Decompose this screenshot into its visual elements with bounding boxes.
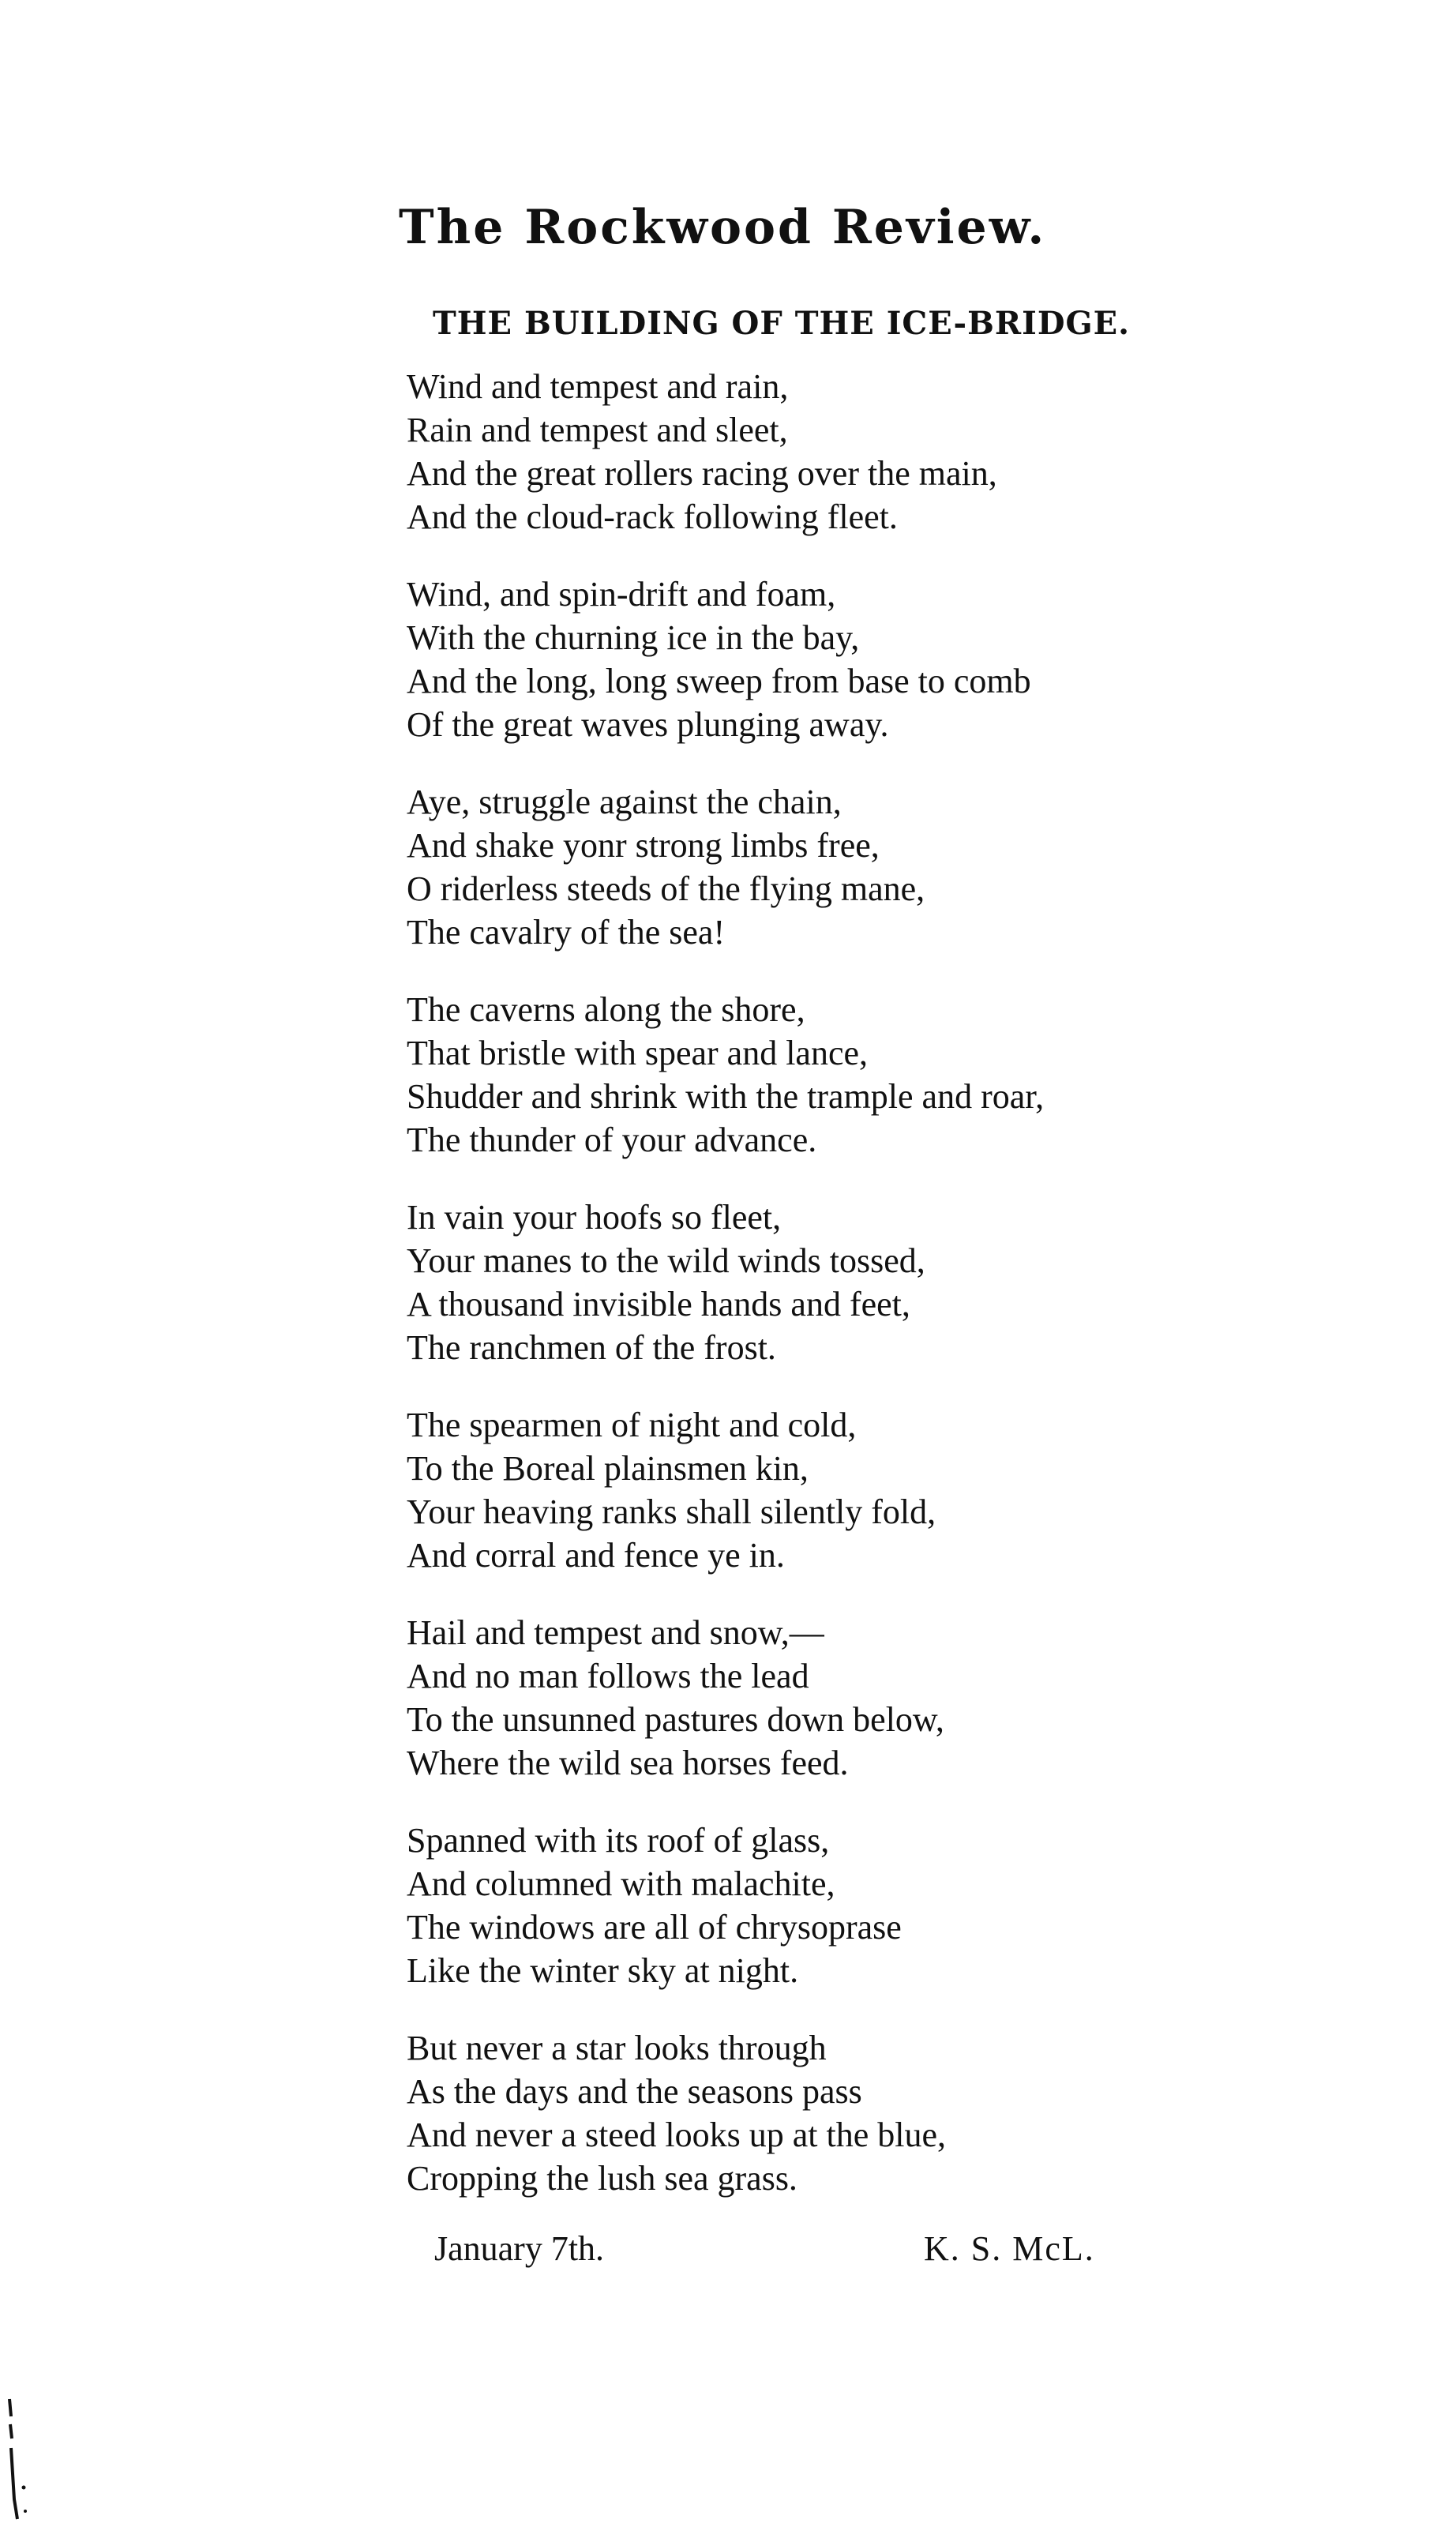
poem-line: Your heaving ranks shall silently fold, [407, 1492, 936, 1531]
poem-line: Wind, and spin-drift and foam, [407, 575, 836, 614]
stanza [407, 780, 1275, 954]
poem-line: Shudder and shrink with the trample and roar, [407, 1077, 1045, 1116]
poem-line: And the cloud-rack following fleet. [407, 497, 898, 536]
poem-line: The windows are all of chrysoprase [407, 1908, 902, 1947]
poem-line: Cropping the lush sea grass. [407, 2159, 797, 2198]
poem-line: Of the great waves plunging away. [407, 705, 889, 744]
poem-line: And the great rollers racing over the main, [407, 454, 997, 493]
stanza [407, 573, 1275, 746]
poem-line: In vain your hoofs so fleet, [407, 1198, 782, 1237]
masthead-title: The Rockwood Review. [399, 200, 1047, 255]
poem-line: Spanned with its roof of glass, [407, 1821, 830, 1860]
poem-body [407, 365, 1275, 2234]
poem-line: And the long, long sweep from base to comb [407, 662, 1031, 700]
poem-line: Like the winter sky at night. [407, 1951, 799, 1990]
scan-edge-mark [0, 2393, 32, 2523]
poem-line: That bristle with spear and lance, [407, 1034, 869, 1072]
poem-line: Rain and tempest and sleet, [407, 411, 788, 449]
poem-line: O riderless steeds of the flying mane, [407, 869, 925, 908]
poem-line: And never a steed looks up at the blue, [407, 2116, 947, 2154]
poem-line: And no man follows the lead [407, 1657, 809, 1695]
stanza [407, 1819, 1275, 1992]
stanza [407, 1611, 1275, 1785]
stanza [407, 365, 1275, 539]
poem-line: Wind and tempest and rain, [407, 367, 789, 406]
poem-line: And shake yonr strong limbs free, [407, 826, 880, 865]
poem-date: January 7th. [434, 2229, 605, 2268]
poem-line: The spearmen of night and cold, [407, 1406, 857, 1444]
poem-line: The cavalry of the sea! [407, 913, 726, 952]
poem-line: The ranchmen of the frost. [407, 1328, 776, 1367]
poem-line: But never a star looks through [407, 2029, 827, 2067]
poem-line: Hail and tempest and snow,— [407, 1613, 824, 1652]
stanza [407, 988, 1275, 1162]
poem-line: And corral and fence ye in. [407, 1536, 785, 1575]
poem-signature: K. S. McL. [924, 2229, 1095, 2268]
poem-line: The thunder of your advance. [407, 1121, 817, 1159]
poem-line: Where the wild sea horses feed. [407, 1744, 849, 1782]
poem-line: As the days and the seasons pass [407, 2072, 862, 2111]
stanza [407, 2026, 1275, 2200]
poem-line: With the churning ice in the bay, [407, 618, 860, 657]
stanza [407, 1403, 1275, 1577]
poem-line: To the Boreal plainsmen kin, [407, 1449, 809, 1488]
stanza [407, 1196, 1275, 1369]
poem-line: To the unsunned pastures down below, [407, 1700, 944, 1739]
poem-line: Your manes to the wild winds tossed, [407, 1241, 925, 1280]
poem-line: The caverns along the shore, [407, 990, 805, 1029]
poem-line: Aye, struggle against the chain, [407, 783, 842, 821]
poem-line: And columned with malachite, [407, 1864, 835, 1903]
poem-title: THE BUILDING OF THE ICE-BRIDGE. [433, 305, 1131, 342]
poem-line: A thousand invisible hands and feet, [407, 1285, 910, 1323]
